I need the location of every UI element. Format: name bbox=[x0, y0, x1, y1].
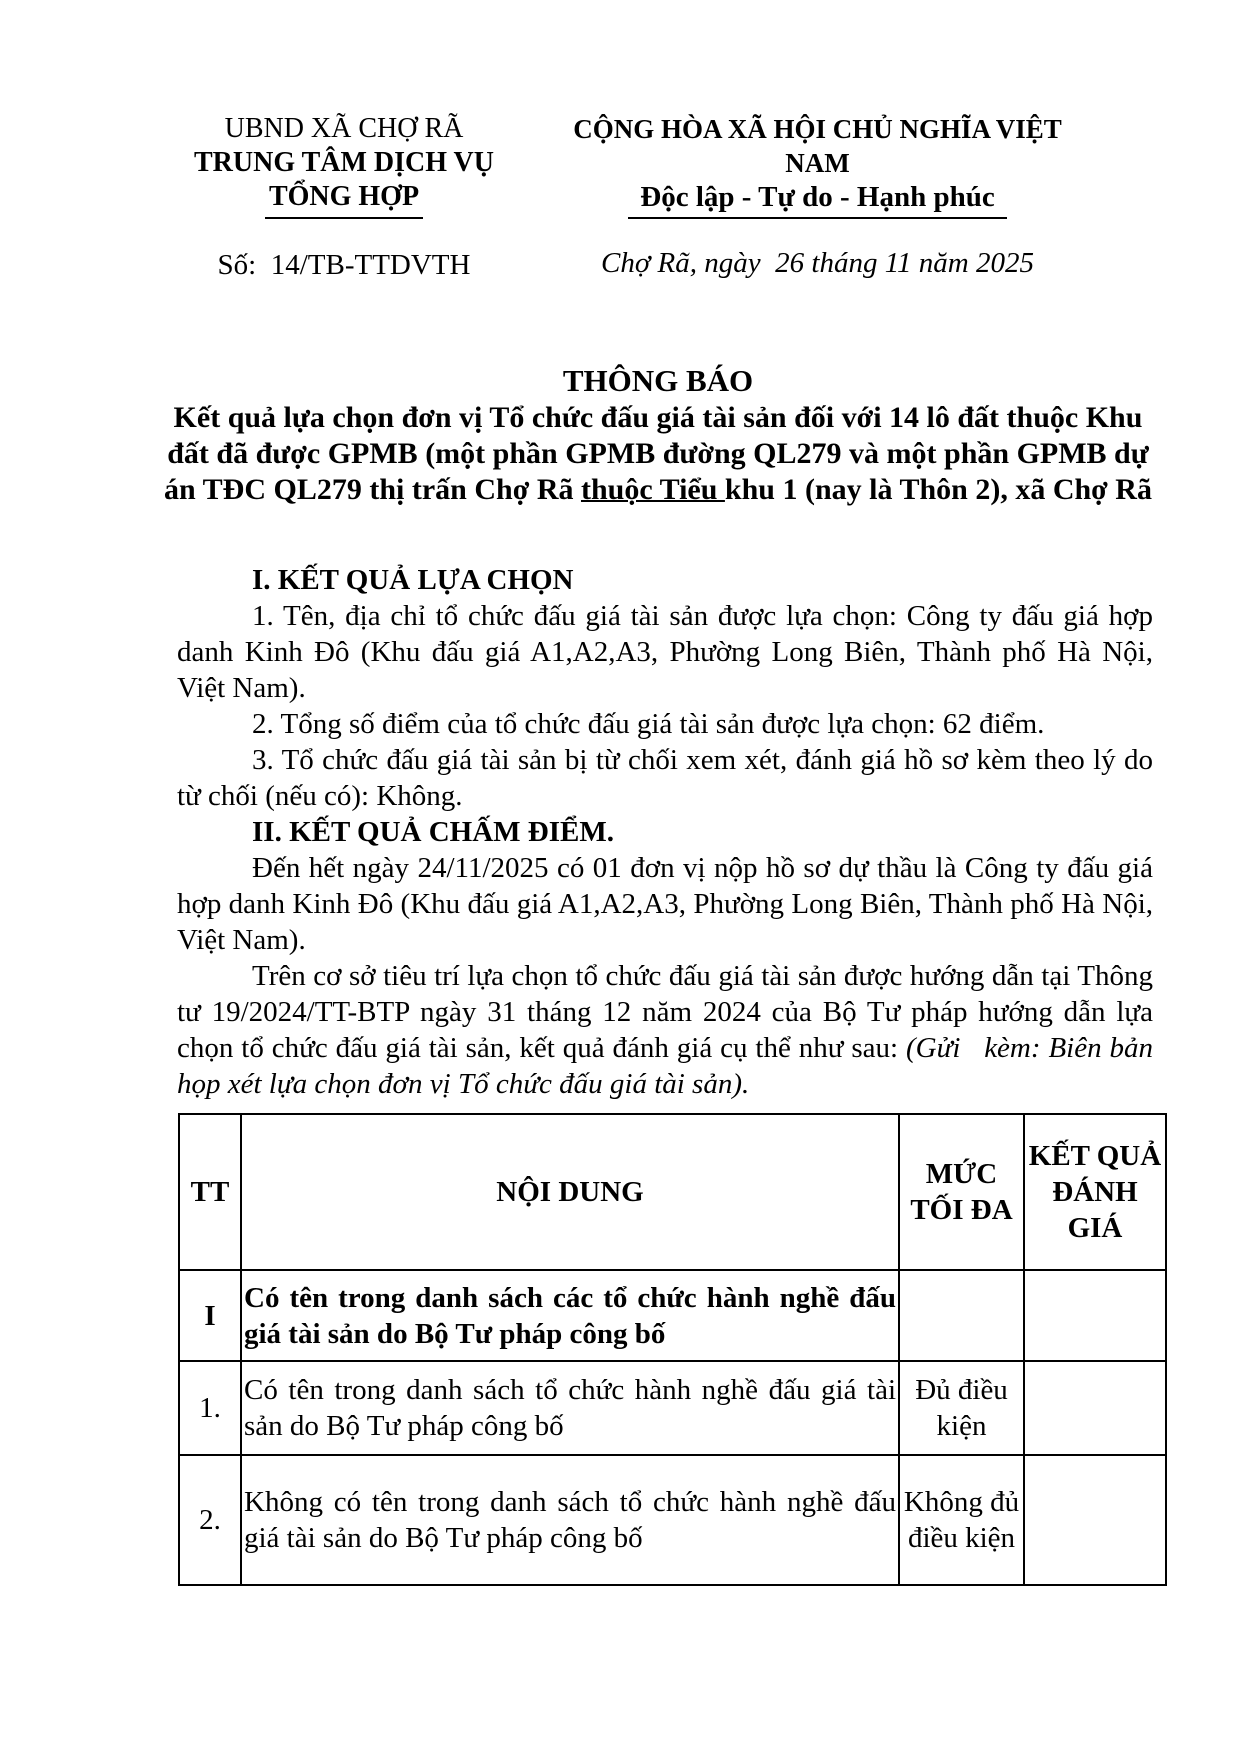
paragraph-total-score: 2. Tổng số điểm của tổ chức đấu giá tài sản được lựa chọn: 62 điểm. bbox=[252, 708, 1045, 740]
issuing-org-block bbox=[168, 112, 520, 219]
evaluation-table-block bbox=[178, 1113, 1167, 1586]
paragraph-rejected-orgs: 3. Tổ chức đấu giá tài sản bị từ chối xem xét, đánh giá hồ sơ kèm theo lý do từ chối (nếu có): Không. bbox=[177, 744, 1153, 812]
title-line-2: đất đã được GPMB (một phần GPMB đường QL279 và một phần GPMB dự bbox=[167, 437, 1149, 470]
row-result-cell bbox=[1024, 1361, 1166, 1455]
column-header-tt: TT bbox=[179, 1114, 241, 1270]
document-title-block bbox=[162, 362, 1154, 508]
row-max-level-cell: Đủ điều kiện bbox=[899, 1361, 1024, 1455]
section-2-heading: II. KẾT QUẢ CHẤM ĐIỂM. bbox=[252, 816, 614, 848]
row-index-cell: 1. bbox=[179, 1361, 241, 1455]
document-number: Số: 14/TB-TTDVTH bbox=[217, 249, 471, 281]
title-line-3-post: khu 1 (nay là Thôn 2), xã Chợ Rã bbox=[724, 473, 1152, 506]
row-max-level-cell bbox=[899, 1270, 1024, 1361]
title-line-1: Kết quả lựa chọn đơn vị Tổ chức đấu giá tài sản đối với 14 lô đất thuộc Khu bbox=[173, 401, 1143, 434]
table-row bbox=[179, 1361, 1166, 1455]
table-header-row bbox=[179, 1114, 1166, 1270]
paragraph-criteria bbox=[177, 958, 1153, 1102]
national-motto: Độc lập - Tự do - Hạnh phúc bbox=[628, 182, 1007, 219]
table-row bbox=[179, 1455, 1166, 1585]
row-content-cell: Có tên trong danh sách tổ chức hành nghề đấu giá tài sản do Bộ Tư pháp công bố bbox=[241, 1361, 899, 1455]
document-body bbox=[177, 562, 1153, 1102]
row-result-cell bbox=[1024, 1455, 1166, 1585]
title-line-3-pre: án TĐC QL279 thị trấn Chợ Rã bbox=[164, 473, 581, 506]
row-content-cell: Không có tên trong danh sách tổ chức hành nghề đấu giá tài sản do Bộ Tư pháp công bố bbox=[241, 1455, 899, 1585]
evaluation-table bbox=[178, 1113, 1167, 1586]
title-line-3-underlined: thuộc Tiểu bbox=[580, 473, 725, 506]
section-1-heading: I. KẾT QUẢ LỰA CHỌN bbox=[252, 564, 574, 596]
title-line-3 bbox=[162, 472, 1154, 508]
national-motto-block bbox=[545, 112, 1090, 219]
table-row bbox=[179, 1270, 1166, 1361]
paragraph-criteria-attachment-note: (Gửi kèm: Biên bản họp xét lựa chọn đơn vị Tổ chức đấu giá tài sản). bbox=[177, 1032, 1153, 1100]
row-index-cell: I bbox=[179, 1270, 241, 1361]
column-header-ket-qua: KẾT QUẢ ĐÁNH GIÁ bbox=[1024, 1114, 1166, 1270]
document-type-label: THÔNG BÁO bbox=[562, 363, 754, 398]
row-result-cell bbox=[1024, 1270, 1166, 1361]
org-name-underlined: TỔNG HỢP bbox=[265, 180, 423, 219]
place-date-line: Chợ Rã, ngày 26 tháng 11 năm 2025 bbox=[600, 247, 1034, 279]
row-index-cell: 2. bbox=[179, 1455, 241, 1585]
paragraph-selected-org: 1. Tên, địa chỉ tổ chức đấu giá tài sản được lựa chọn: Công ty đấu giá hợp danh Kinh Đô (Khu đấu giá A1,A2,A3, Phường Long Biên, Thành phố Hà Nội, Việt Nam). bbox=[177, 600, 1153, 704]
national-title: CỘNG HÒA XÃ HỘI CHỦ NGHĨA VIỆT NAM bbox=[573, 114, 1062, 178]
paragraph-submission: Đến hết ngày 24/11/2025 có 01 đơn vị nộp hồ sơ dự thầu là Công ty đấu giá hợp danh Kinh Đô (Khu đấu giá A1,A2,A3, Phường Long Biên, Thành phố Hà Nội, Việt Nam). bbox=[177, 852, 1153, 956]
org-name-line2 bbox=[168, 180, 520, 219]
column-header-muc-toi-da: MỨC TỐI ĐA bbox=[899, 1114, 1024, 1270]
row-max-level-cell: Không đủ điều kiện bbox=[899, 1455, 1024, 1585]
org-name-line1: TRUNG TÂM DỊCH VỤ bbox=[194, 147, 494, 178]
paragraph-criteria-text: Trên cơ sở tiêu trí lựa chọn tổ chức đấu giá tài sản được hướng dẫn tại Thông tư 19/2024/TT-BTP ngày 31 tháng 12 năm 2024 của Bộ Tư pháp hướng dẫn lựa chọn tổ chức đấu giá tài sản, kết quả đánh giá cụ thể như sau: bbox=[177, 960, 1153, 1064]
column-header-noi-dung: NỘI DUNG bbox=[241, 1114, 899, 1270]
org-parent-name: UBND XÃ CHỢ RÃ bbox=[224, 113, 464, 144]
row-content-cell: Có tên trong danh sách các tổ chức hành nghề đấu giá tài sản do Bộ Tư pháp công bố bbox=[241, 1270, 899, 1361]
